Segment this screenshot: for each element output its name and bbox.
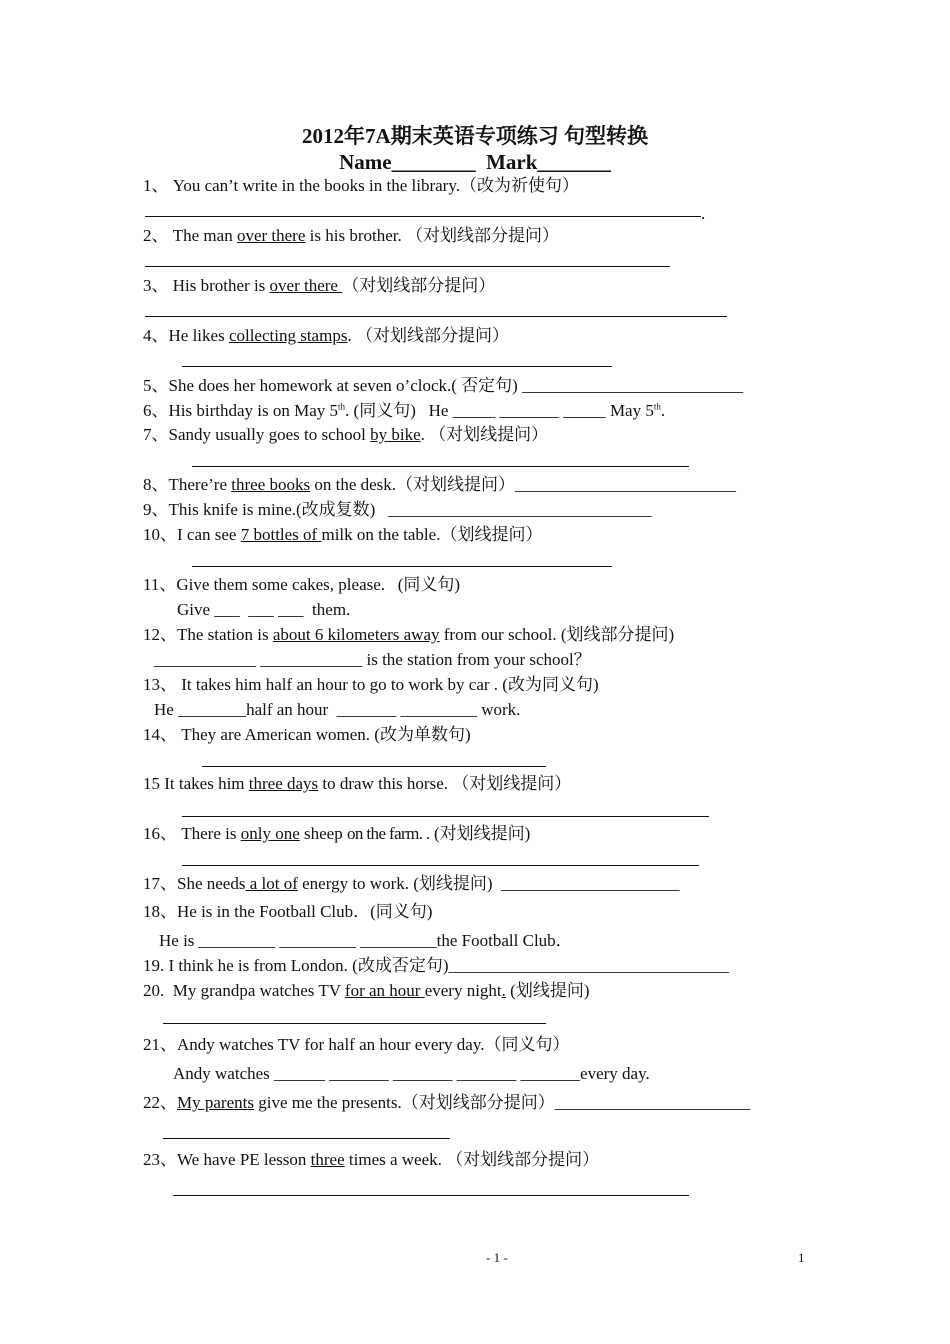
page-title: 2012年7A期末英语专项练习 句型转换	[302, 124, 648, 148]
question-18-answer: He is _________ _________ _________the Football Club．	[159, 931, 573, 950]
answer-line-7	[192, 466, 689, 467]
answer-line-15	[182, 816, 709, 817]
footer-page-label: - 1 -	[486, 1250, 508, 1265]
answer-line-16	[182, 865, 699, 866]
question-16: 16、 There is only one sheep on the farm. . (对划线提问)	[143, 824, 531, 843]
answer-line-22	[163, 1138, 450, 1139]
question-12: 12、The station is about 6 kilometers away from our school. (划线部分提问)	[143, 625, 675, 644]
question-18: 18、He is in the Football Club．(同义句)	[143, 902, 433, 921]
answer-line-20	[163, 1023, 546, 1024]
question-4: 4、He likes collecting stamps. （对划线部分提问）	[143, 326, 509, 345]
question-11: 11、Give them some cakes, please. (同义句)	[143, 575, 461, 594]
question-14: 14、 They are American women. (改为单数句)	[143, 725, 471, 744]
question-19: 19. I think he is from London. (改成否定句)_________________________________	[143, 956, 729, 975]
name-mark-line	[0, 149, 950, 175]
answer-line-23	[173, 1195, 689, 1196]
answer-line-14	[202, 766, 546, 767]
question-1: 1、 You can’t write in the books in the library.（改为祈使句）	[143, 176, 579, 195]
question-3: 3、 His brother is over there （对划线部分提问）	[143, 276, 496, 295]
answer-line-3	[145, 316, 727, 317]
question-23: 23、We have PE lesson three times a week. （对划线部分提问）	[143, 1150, 600, 1169]
question-21-answer: Andy watches ______ _______ _______ _______ _______every day.	[173, 1064, 650, 1083]
question-15: 15 It takes him three days to draw this horse. （对划线提问）	[143, 774, 572, 793]
name-field: Name________	[339, 150, 476, 174]
question-11-answer: Give ___ ___ ___ them.	[177, 600, 351, 619]
question-7: 7、Sandy usually goes to school by bike. （对划线提问）	[143, 425, 549, 444]
footer-page-number: 1	[798, 1250, 805, 1265]
question-13: 13、 It takes him half an hour to go to work by car . (改为同义句)	[143, 675, 599, 694]
question-13-answer: He ________half an hour _______ _________ work.	[154, 700, 521, 719]
answer-line-1-period: .	[701, 204, 706, 223]
question-12-answer: ____________ ____________ is the station from your school？	[154, 650, 591, 669]
answer-line-1	[145, 216, 701, 217]
question-6: 6、His birthday is on May 5th. (同义句) He _____ _______ _____ May 5th.	[143, 401, 666, 420]
question-22: 22、My parents give me the presents.（对划线部分提问）_______________________	[143, 1093, 751, 1112]
mark-field: Mark_______	[486, 150, 611, 174]
question-20: 20. My grandpa watches TV for an hour every night. (划线提问)	[143, 981, 590, 1000]
answer-line-4	[182, 366, 612, 367]
question-9: 9、This knife is mine.(改成复数) _______________________________	[143, 500, 652, 519]
question-10: 10、I can see 7 bottles of milk on the table.（划线提问）	[143, 525, 543, 544]
answer-line-10	[192, 566, 612, 567]
question-17: 17、She needs a lot of energy to work. (划线提问) _____________________	[143, 874, 680, 893]
question-8: 8、There’re three books on the desk.（对划线提问）__________________________	[143, 475, 737, 494]
question-21: 21、Andy watches TV for half an hour every day.（同义句）	[143, 1035, 570, 1054]
answer-line-2	[145, 266, 670, 267]
question-5: 5、She does her homework at seven o’clock.( 否定句) __________________________	[143, 376, 744, 395]
question-2: 2、 The man over there is his brother. （对划线部分提问）	[143, 226, 559, 245]
